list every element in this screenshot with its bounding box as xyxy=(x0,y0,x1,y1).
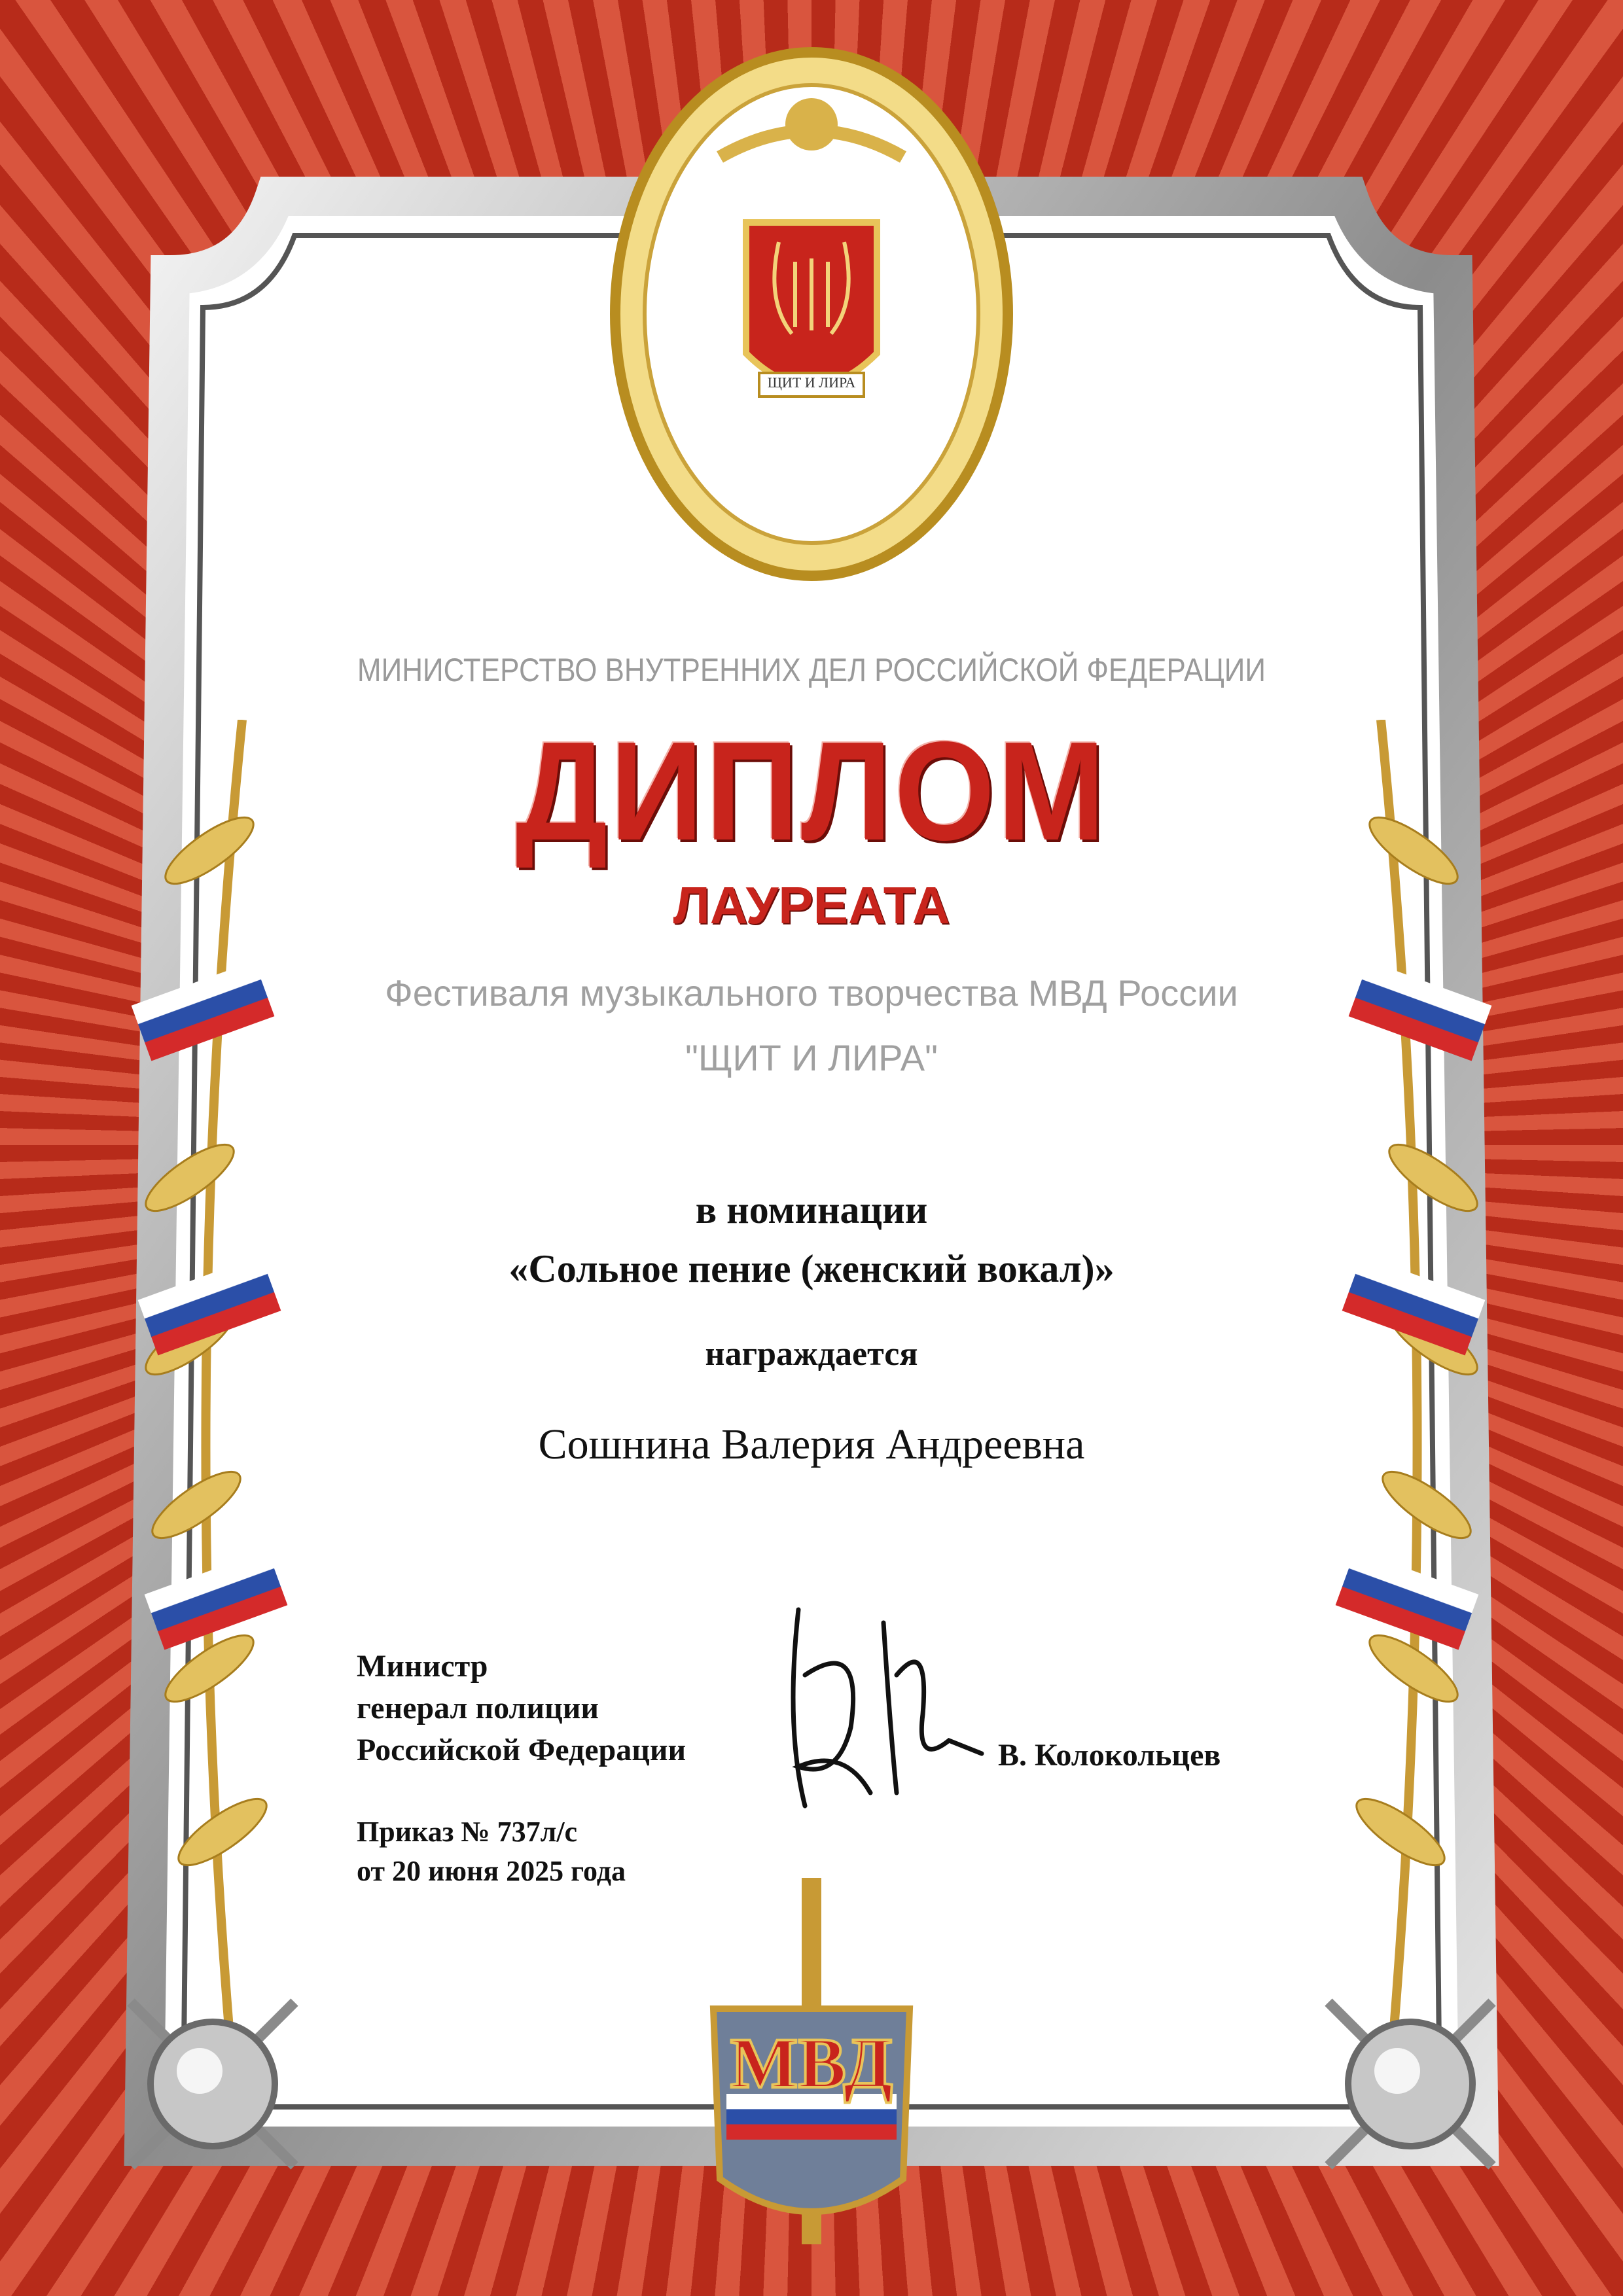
order-date: от 20 июня 2025 года xyxy=(357,1855,626,1887)
nomination-title: «Сольное пение (женский вокал)» xyxy=(508,1247,1115,1290)
emblem-ribbon-text: ЩИТ И ЛИРА xyxy=(767,374,856,391)
awarded-label: награждается xyxy=(705,1335,918,1373)
signatory-line-1: Министр xyxy=(357,1649,488,1684)
signer-name: В. Колокольцев xyxy=(998,1738,1221,1773)
diploma-subtitle: ЛАУРЕАТА xyxy=(673,876,950,934)
order-number: Приказ № 737л/с xyxy=(357,1816,578,1848)
ministry-name: МИНИСТЕРСТВО ВНУТРЕННИХ ДЕЛ РОССИЙСКОЙ ФЕДЕРАЦИИ xyxy=(357,652,1266,688)
handwritten-signature xyxy=(759,1597,1008,1845)
signatory-line-2: генерал полиции xyxy=(357,1691,599,1725)
right-corner-shield-icon xyxy=(1315,1989,1505,2179)
signatory-title xyxy=(357,1646,686,1771)
nomination-label: в номинации xyxy=(695,1188,928,1231)
mvd-emblem xyxy=(687,1878,936,2270)
order-info xyxy=(357,1812,626,1891)
recipient-name: Сошнина Валерия Андреевна xyxy=(538,1421,1085,1468)
signatory-line-3: Российской Федерации xyxy=(357,1733,687,1767)
festival-emblem xyxy=(589,26,1034,595)
mvd-letters: МВД xyxy=(730,2023,893,2103)
diploma-title: ДИПЛОМ xyxy=(515,712,1108,870)
festival-motto: "ЩИТ И ЛИРА" xyxy=(685,1037,938,1078)
left-corner-shield-icon xyxy=(118,1989,308,2179)
festival-name: Фестиваля музыкального творчества МВД России xyxy=(385,972,1238,1014)
